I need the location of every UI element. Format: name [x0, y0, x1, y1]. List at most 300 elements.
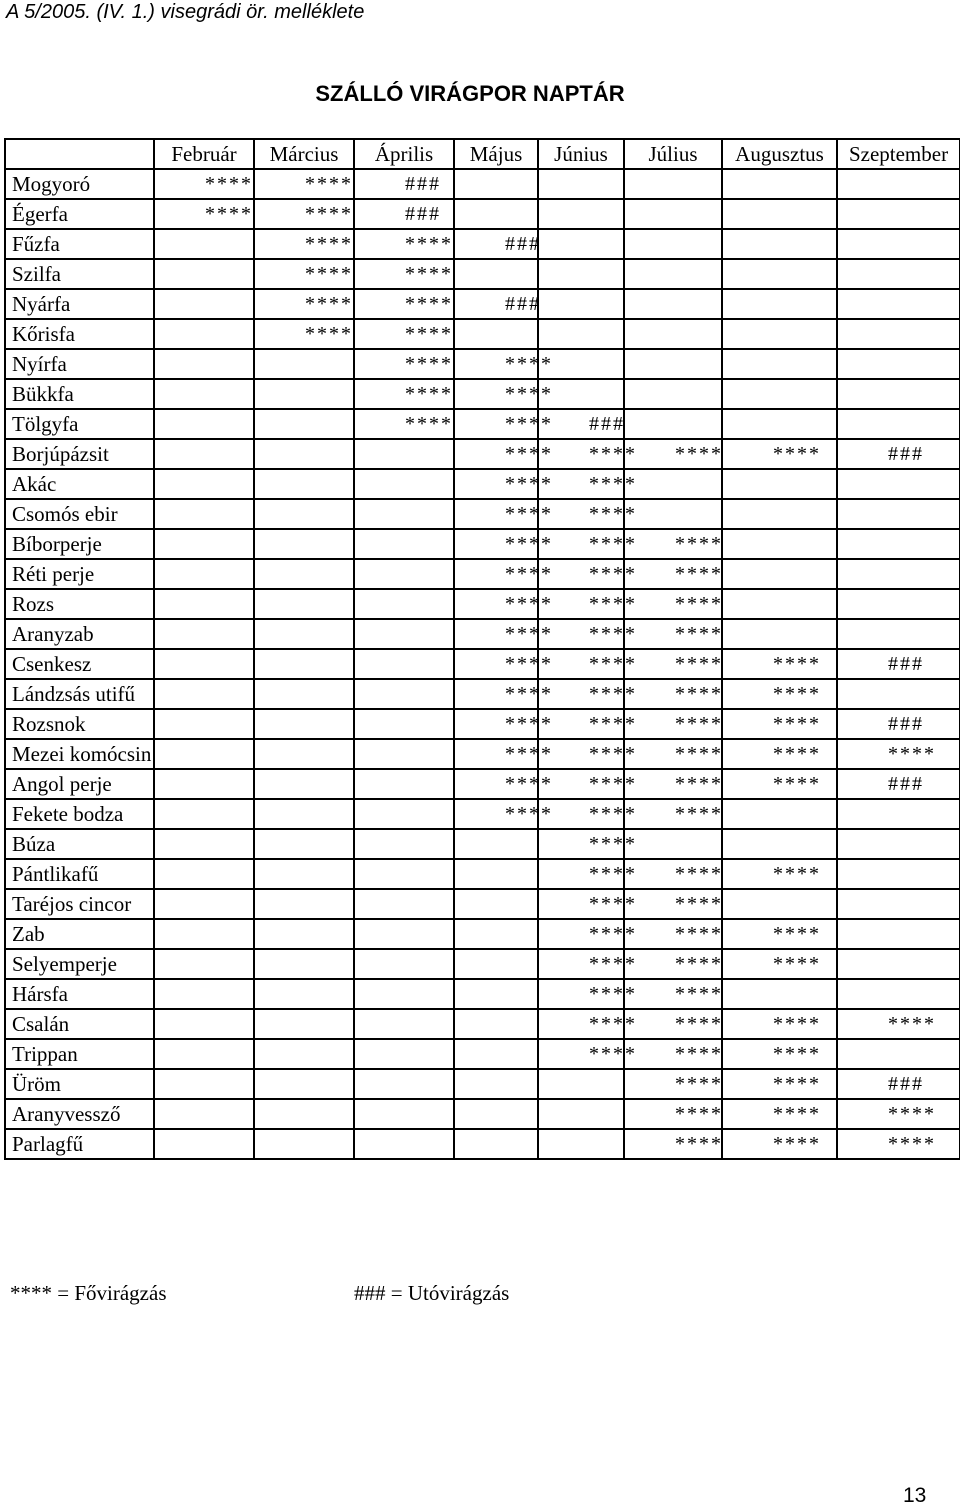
bloom-cell: [722, 409, 837, 439]
bloom-cell: [722, 469, 837, 499]
bloom-mark: ****: [589, 983, 637, 1005]
bloom-cell: [454, 709, 553, 739]
bloom-cell: [354, 709, 454, 739]
table-row: [5, 889, 960, 919]
table-row: [5, 619, 960, 649]
bloom-mark: ****: [675, 863, 723, 885]
bloom-cell: [538, 859, 637, 889]
bloom-cell: [354, 769, 454, 799]
bloom-mark: ****: [773, 773, 821, 795]
table-row: [5, 349, 960, 379]
bloom-mark: ****: [675, 443, 723, 465]
bloom-cell: [538, 1039, 637, 1069]
bloom-mark: ****: [589, 833, 637, 855]
table-row: [5, 949, 960, 979]
bloom-cell: [722, 289, 837, 319]
bloom-cell: [538, 829, 637, 859]
bloom-cell: [454, 499, 553, 529]
table-row: [5, 469, 960, 499]
bloom-mark: ****: [773, 1073, 821, 1095]
plant-name: Selyemperje: [5, 949, 154, 979]
bloom-mark: ****: [675, 533, 723, 555]
plant-name: Aranyvessző: [5, 1099, 154, 1129]
bloom-cell: [624, 1129, 722, 1159]
bloom-cell: [354, 1099, 454, 1129]
bloom-cell: [254, 919, 354, 949]
bloom-mark: ****: [505, 683, 553, 705]
bloom-mark: ****: [589, 593, 637, 615]
plant-name: Réti perje: [5, 559, 154, 589]
bloom-cell: [154, 439, 254, 469]
month-header: Április: [354, 139, 454, 169]
bloom-mark: ****: [675, 563, 723, 585]
bloom-cell: [254, 349, 354, 379]
bloom-cell: [837, 979, 960, 1009]
table-row: [5, 1069, 960, 1099]
bloom-cell: [254, 469, 354, 499]
bloom-mark: ###: [505, 293, 541, 315]
table-row: [5, 229, 960, 259]
bloom-cell: [454, 619, 553, 649]
bloom-cell: [837, 619, 960, 649]
bloom-mark: ****: [675, 773, 723, 795]
bloom-cell: [354, 799, 454, 829]
bloom-cell: [154, 289, 254, 319]
bloom-cell: [722, 379, 837, 409]
bloom-mark: ****: [675, 923, 723, 945]
plant-name: Csomós ebir: [5, 499, 154, 529]
bloom-mark: ****: [773, 743, 821, 765]
bloom-cell: [837, 259, 960, 289]
bloom-cell: [354, 529, 454, 559]
plant-name: Parlagfű: [5, 1129, 154, 1159]
bloom-cell: [837, 559, 960, 589]
corner-cell: [5, 139, 154, 169]
bloom-cell: [154, 499, 254, 529]
bloom-cell: [154, 349, 254, 379]
bloom-cell: [154, 1039, 254, 1069]
table-row: [5, 1099, 960, 1129]
table-row: [5, 409, 960, 439]
bloom-cell: [354, 979, 454, 1009]
page-number: 13: [903, 1484, 927, 1507]
bloom-mark: ****: [405, 323, 453, 345]
bloom-cell: [722, 829, 837, 859]
bloom-mark: ****: [505, 443, 553, 465]
bloom-mark: ****: [505, 413, 553, 435]
bloom-cell: [254, 499, 354, 529]
bloom-cell: [154, 169, 254, 199]
bloom-mark: ****: [505, 533, 553, 555]
bloom-cell: [154, 649, 254, 679]
table-row: [5, 319, 960, 349]
plant-name: Pántlikafű: [5, 859, 154, 889]
bloom-mark: ****: [773, 653, 821, 675]
bloom-cell: [254, 709, 354, 739]
bloom-cell: [254, 1039, 354, 1069]
bloom-cell: [154, 559, 254, 589]
bloom-cell: [454, 859, 538, 889]
bloom-mark: ###: [405, 173, 441, 195]
bloom-cell: [154, 229, 254, 259]
bloom-mark: ****: [589, 683, 637, 705]
bloom-mark: ****: [675, 683, 723, 705]
bloom-cell: [154, 949, 254, 979]
bloom-mark: ****: [773, 923, 821, 945]
bloom-mark: ****: [589, 623, 637, 645]
bloom-cell: [354, 619, 454, 649]
plant-name: Angol perje: [5, 769, 154, 799]
bloom-mark: ****: [405, 413, 453, 435]
bloom-cell: [254, 949, 354, 979]
bloom-mark: ****: [305, 293, 353, 315]
bloom-cell: [624, 289, 722, 319]
bloom-cell: [454, 1039, 538, 1069]
table-body: [5, 169, 960, 1159]
plant-name: Taréjos cincor: [5, 889, 154, 919]
bloom-cell: [538, 949, 637, 979]
bloom-cell: [254, 649, 354, 679]
plant-name: Bíborperje: [5, 529, 154, 559]
bloom-cell: [837, 799, 960, 829]
bloom-cell: [254, 859, 354, 889]
bloom-mark: ****: [675, 1133, 723, 1155]
plant-name: Rozs: [5, 589, 154, 619]
bloom-cell: [538, 1009, 637, 1039]
bloom-mark: ****: [405, 233, 453, 255]
bloom-cell: [254, 1099, 354, 1129]
plant-name: Üröm: [5, 1069, 154, 1099]
bloom-cell: [354, 469, 454, 499]
plant-name: Nyárfa: [5, 289, 154, 319]
plant-name: Szilfa: [5, 259, 154, 289]
bloom-mark: ###: [888, 443, 924, 465]
table-row: [5, 979, 960, 1009]
bloom-cell: [254, 769, 354, 799]
bloom-cell: [154, 469, 254, 499]
plant-name: Fekete bodza: [5, 799, 154, 829]
plant-name: Kőrisfa: [5, 319, 154, 349]
bloom-cell: [624, 1069, 722, 1099]
bloom-mark: ****: [405, 263, 453, 285]
bloom-cell: [154, 919, 254, 949]
bloom-mark: ****: [675, 653, 723, 675]
month-header: Május: [454, 139, 538, 169]
bloom-cell: [624, 169, 722, 199]
bloom-cell: [154, 859, 254, 889]
plant-name: Mogyoró: [5, 169, 154, 199]
bloom-mark: ****: [675, 803, 723, 825]
bloom-cell: [254, 589, 354, 619]
bloom-cell: [154, 619, 254, 649]
bloom-cell: [254, 409, 354, 439]
bloom-mark: ****: [305, 323, 353, 345]
plant-name: Búza: [5, 829, 154, 859]
plant-name: Trippan: [5, 1039, 154, 1069]
bloom-cell: [154, 829, 254, 859]
bloom-cell: [254, 319, 354, 349]
bloom-cell: [354, 919, 454, 949]
pollen-calendar-table: [4, 138, 960, 1160]
bloom-cell: [354, 379, 454, 409]
bloom-mark: ****: [589, 563, 637, 585]
bloom-mark: ****: [589, 473, 637, 495]
bloom-cell: [454, 1129, 538, 1159]
bloom-cell: [722, 229, 837, 259]
bloom-cell: [154, 409, 254, 439]
bloom-cell: [154, 379, 254, 409]
bloom-cell: [837, 409, 960, 439]
bloom-mark: ****: [589, 803, 637, 825]
bloom-mark: ****: [773, 713, 821, 735]
bloom-mark: ****: [675, 1073, 723, 1095]
bloom-cell: [454, 799, 553, 829]
bloom-cell: [454, 649, 553, 679]
bloom-mark: ****: [675, 743, 723, 765]
bloom-mark: ****: [589, 953, 637, 975]
bloom-cell: [154, 259, 254, 289]
bloom-mark: ****: [305, 203, 353, 225]
month-header: Augusztus: [722, 139, 837, 169]
bloom-cell: [254, 619, 354, 649]
plant-name: Rozsnok: [5, 709, 154, 739]
bloom-cell: [354, 1069, 454, 1099]
bloom-cell: [454, 1069, 538, 1099]
bloom-cell: [454, 679, 553, 709]
bloom-cell: [454, 559, 553, 589]
bloom-cell: [837, 889, 960, 919]
page-title: SZÁLLÓ VIRÁGPOR NAPTÁR: [315, 81, 625, 106]
table-row: [5, 1009, 960, 1039]
bloom-mark: ****: [675, 1013, 723, 1035]
bloom-cell: [837, 499, 960, 529]
bloom-cell: [354, 649, 454, 679]
bloom-cell: [154, 979, 254, 1009]
table-row: [5, 1039, 960, 1069]
bloom-mark: ****: [589, 1013, 637, 1035]
bloom-cell: [154, 799, 254, 829]
bloom-cell: [254, 889, 354, 919]
month-header: Szeptember: [837, 139, 960, 169]
bloom-cell: [837, 349, 960, 379]
bloom-cell: [837, 529, 960, 559]
bloom-cell: [354, 1039, 454, 1069]
bloom-mark: ****: [305, 173, 353, 195]
bloom-cell: [154, 739, 254, 769]
bloom-cell: [354, 829, 454, 859]
bloom-cell: [538, 259, 624, 289]
bloom-mark: ****: [505, 383, 553, 405]
plant-name: Borjúpázsit: [5, 439, 154, 469]
bloom-mark: ****: [305, 263, 353, 285]
table-row: [5, 169, 960, 199]
plant-name: Zab: [5, 919, 154, 949]
bloom-cell: [837, 319, 960, 349]
bloom-mark: ****: [405, 383, 453, 405]
bloom-cell: [154, 1099, 254, 1129]
bloom-cell: [624, 229, 722, 259]
bloom-mark: ****: [505, 353, 553, 375]
bloom-mark: ****: [505, 803, 553, 825]
legend-main-bloom: **** = Fővirágzás: [10, 1281, 167, 1305]
bloom-mark: ****: [773, 863, 821, 885]
bloom-cell: [354, 559, 454, 589]
bloom-cell: [154, 589, 254, 619]
bloom-mark: ****: [773, 1013, 821, 1035]
bloom-mark: ****: [589, 713, 637, 735]
bloom-cell: [538, 889, 637, 919]
bloom-cell: [154, 1129, 254, 1159]
table-row: [5, 499, 960, 529]
bloom-cell: [154, 319, 254, 349]
bloom-mark: ****: [773, 683, 821, 705]
bloom-cell: [624, 199, 722, 229]
month-header: Március: [254, 139, 354, 169]
bloom-cell: [354, 859, 454, 889]
bloom-mark: ****: [505, 473, 553, 495]
header-note: A 5/2005. (IV. 1.) visegrádi ör. melléklete: [6, 1, 365, 23]
bloom-cell: [154, 529, 254, 559]
bloom-cell: [837, 469, 960, 499]
bloom-mark: ****: [773, 953, 821, 975]
bloom-cell: [837, 589, 960, 619]
bloom-cell: [254, 289, 354, 319]
bloom-mark: ****: [589, 893, 637, 915]
bloom-mark: ****: [888, 1013, 936, 1035]
bloom-cell: [454, 919, 538, 949]
bloom-mark: ****: [589, 863, 637, 885]
table-row: [5, 739, 960, 769]
month-header: Július: [624, 139, 722, 169]
plant-name: Csalán: [5, 1009, 154, 1039]
bloom-cell: [454, 469, 553, 499]
bloom-cell: [538, 169, 624, 199]
bloom-cell: [722, 199, 837, 229]
bloom-mark: ###: [888, 653, 924, 675]
bloom-cell: [454, 979, 538, 1009]
bloom-mark: ****: [305, 233, 353, 255]
bloom-cell: [454, 439, 553, 469]
bloom-mark: ****: [505, 653, 553, 675]
table-row: [5, 259, 960, 289]
bloom-cell: [154, 1069, 254, 1099]
bloom-cell: [254, 1009, 354, 1039]
bloom-cell: [624, 349, 722, 379]
bloom-mark: ****: [675, 893, 723, 915]
bloom-mark: ****: [675, 593, 723, 615]
bloom-cell: [254, 799, 354, 829]
bloom-cell: [538, 319, 624, 349]
bloom-mark: ****: [589, 533, 637, 555]
bloom-mark: ****: [675, 1103, 723, 1125]
bloom-cell: [154, 1009, 254, 1039]
plant-name: Bükkfa: [5, 379, 154, 409]
bloom-cell: [254, 979, 354, 1009]
bloom-mark: ****: [589, 503, 637, 525]
plant-name: Nyírfa: [5, 349, 154, 379]
bloom-mark: ****: [773, 443, 821, 465]
bloom-cell: [254, 739, 354, 769]
bloom-cell: [538, 1099, 624, 1129]
plant-name: Hársfa: [5, 979, 154, 1009]
table-row: [5, 199, 960, 229]
bloom-cell: [254, 829, 354, 859]
bloom-cell: [154, 199, 254, 229]
bloom-mark: ****: [589, 1043, 637, 1065]
bloom-cell: [354, 1009, 454, 1039]
bloom-cell: [837, 229, 960, 259]
bloom-mark: ****: [675, 953, 723, 975]
table-row: [5, 289, 960, 319]
bloom-cell: [624, 379, 722, 409]
bloom-mark: ****: [505, 623, 553, 645]
bloom-cell: [354, 589, 454, 619]
bloom-cell: [254, 559, 354, 589]
bloom-mark: ****: [773, 1103, 821, 1125]
table-row: [5, 589, 960, 619]
bloom-cell: [254, 379, 354, 409]
bloom-cell: [454, 589, 553, 619]
bloom-cell: [354, 439, 454, 469]
bloom-cell: [254, 229, 354, 259]
table-row: [5, 439, 960, 469]
table-row: [5, 919, 960, 949]
bloom-mark: ****: [888, 1133, 936, 1155]
bloom-cell: [254, 1129, 354, 1159]
bloom-cell: [354, 409, 454, 439]
plant-name: Mezei komócsin: [5, 739, 154, 769]
bloom-cell: [254, 259, 354, 289]
bloom-cell: [624, 319, 722, 349]
bloom-cell: [454, 769, 553, 799]
bloom-cell: [154, 679, 254, 709]
bloom-mark: ****: [405, 293, 453, 315]
bloom-cell: [454, 829, 538, 859]
month-header: Június: [538, 139, 624, 169]
bloom-cell: [837, 379, 960, 409]
bloom-cell: [354, 739, 454, 769]
bloom-cell: [354, 1129, 454, 1159]
table-row: [5, 709, 960, 739]
bloom-cell: [538, 1069, 624, 1099]
bloom-cell: [454, 949, 538, 979]
bloom-mark: ****: [675, 983, 723, 1005]
bloom-mark: ****: [405, 353, 453, 375]
bloom-cell: [837, 199, 960, 229]
bloom-cell: [454, 1009, 538, 1039]
table-row: [5, 799, 960, 829]
plant-name: Csenkesz: [5, 649, 154, 679]
plant-name: Tölgyfa: [5, 409, 154, 439]
bloom-cell: [354, 679, 454, 709]
bloom-cell: [154, 769, 254, 799]
bloom-mark: ****: [589, 773, 637, 795]
bloom-mark: ****: [505, 743, 553, 765]
table-row: [5, 559, 960, 589]
header-row: [5, 139, 960, 169]
bloom-cell: [722, 319, 837, 349]
bloom-cell: [538, 979, 637, 1009]
bloom-cell: [722, 499, 837, 529]
bloom-cell: [354, 889, 454, 919]
month-header: Február: [154, 139, 254, 169]
bloom-cell: [254, 1069, 354, 1099]
bloom-mark: ****: [205, 173, 253, 195]
bloom-cell: [354, 499, 454, 529]
bloom-mark: ****: [205, 203, 253, 225]
bloom-mark: ###: [505, 233, 541, 255]
bloom-mark: ****: [888, 743, 936, 765]
